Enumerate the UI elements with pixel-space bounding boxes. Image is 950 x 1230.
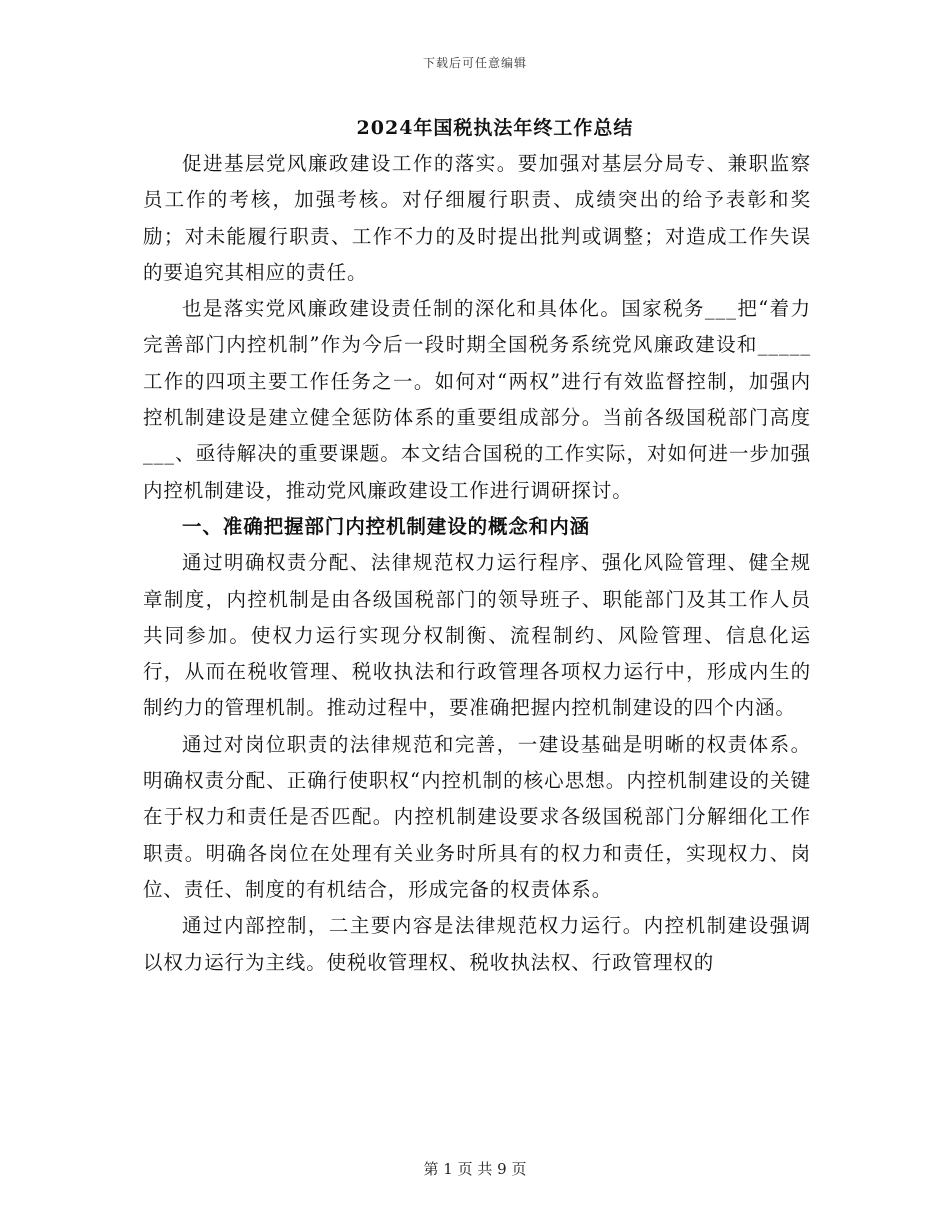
document-body [143,146,811,981]
paragraph: 也是落实党风廉政建设责任制的深化和具体化。国家税务___把“着力完善部门内控机制”作为今后一段时期全国税务系统党风廉政建设和_____工作的四项主要工作任务之一。如何对“两权”进行有效监督控制，加强内控机制建设是建立健全惩防体系的重要组成部分。当前各级国税部门高度___、亟待解决的重要课题。本文结合国税的工作实际，对如何进一步加强内控机制建设，推动党风廉政建设工作进行调研探讨。 [143,297,811,502]
paragraph: 通过明确权责分配、法律规范权力运行程序、强化风险管理、健全规章制度，内控机制是由各级国税部门的领导班子、职能部门及其工作人员共同参加。使权力运行实现分权制衡、流程制约、风险管理、信息化运行，从而在税收管理、税收执法和行政管理各项权力运行中，形成内生的制约力的管理机制。推动过程中，要准确把握内控机制建设的四个内涵。 [143,551,811,720]
page-number-footer: 第 1 页 共 9 页 [423,1160,527,1178]
document-title: 2024年国税执法年终工作总结 [356,117,634,139]
paragraph: 通过内部控制，二主要内容是法律规范权力运行。内控机制建设强调以权力运行为主线。使税收管理权、税收执法权、行政管理权的 [143,914,811,974]
paragraph: 促进基层党风廉政建设工作的落实。要加强对基层分局专、兼职监察员工作的考核，加强考核。对仔细履行职责、成绩突出的给予表彰和奖励；对未能履行职责、工作不力的及时提出批判或调整；对造成工作失误的要追究其相应的责任。 [143,152,811,284]
paragraph: 通过对岗位职责的法律规范和完善，一建设基础是明晰的权责体系。明确权责分配、正确行使职权“内控机制的核心思想。内控机制建设的关键在于权力和责任是否匹配。内控机制建设要求各级国税部门分解细化工作职责。明确各岗位在处理有关业务时所具有的权力和责任，实现权力、岗位、责任、制度的有机结合，形成完备的权责体系。 [143,732,811,901]
page-header-note: 下载后可任意编辑 [422,56,527,70]
section-heading: 一、准确把握部门内控机制建设的概念和内涵 [182,514,591,538]
